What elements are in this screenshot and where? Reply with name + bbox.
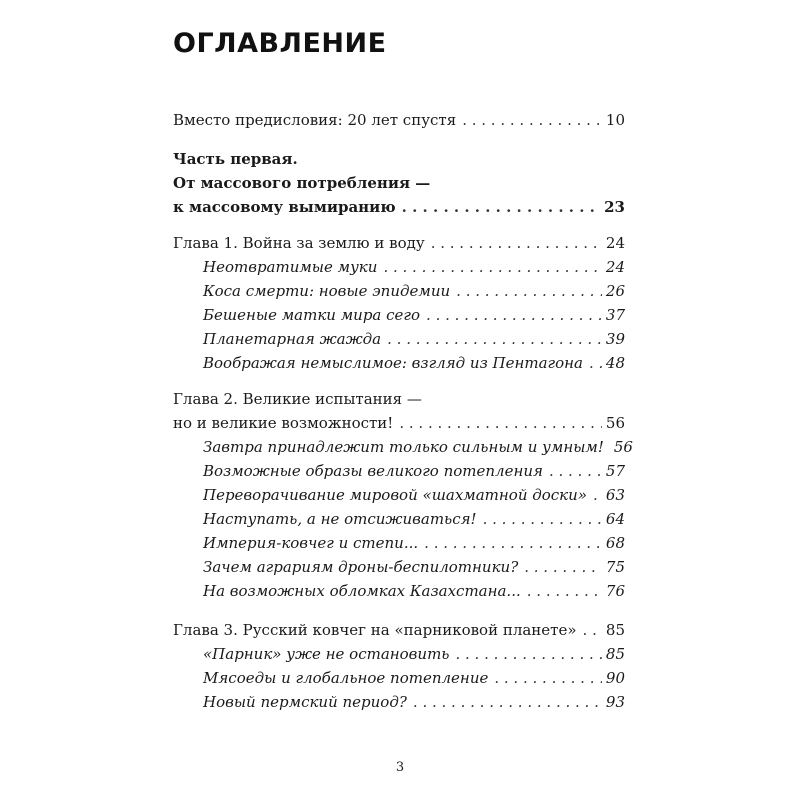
leader-dots [399,413,602,433]
chapter-title-line: Глава 2. Великие испытания — [173,390,422,408]
toc-entry-chapter-3[interactable] [173,620,625,640]
toc-page-number: 24 [605,258,625,276]
toc-entry-title: Воображая немыслимое: взгляд из Пентагона [203,354,583,372]
toc-subentry[interactable] [203,353,625,373]
toc-subentry[interactable] [203,329,625,349]
toc-page-number: 24 [605,234,625,252]
toc-entry-title: Империя-ковчег и степи... [203,534,419,552]
leader-dots [549,461,602,481]
toc-subentry[interactable] [203,509,625,529]
toc-page-number: 56 [605,414,625,432]
toc-page-number: 57 [605,462,625,480]
toc-entry-title: Бешеные матки мира сего [203,306,421,324]
leader-dots [593,485,602,505]
toc-entry-title: Мясоеды и глобальное потепление [203,669,489,687]
page-title: ОГЛАВЛЕНИЕ [173,28,387,59]
toc-subentry[interactable] [203,581,625,601]
toc-subentry[interactable] [203,281,625,301]
toc-page-number: 26 [605,282,625,300]
toc-page-number: 68 [605,534,625,552]
toc-page-number: 56 [613,438,633,456]
toc-entry-chapter-2[interactable] [173,413,625,433]
toc-entry-title: к массовому вымиранию [173,198,396,216]
toc-subentry[interactable] [203,437,633,457]
toc-entry-title: но и великие возможности! [173,414,394,432]
toc-entry-title: Коса смерти: новые эпидемии [203,282,451,300]
toc-entry-preface[interactable] [173,110,625,130]
toc-entry-title: «Парник» уже не остановить [203,645,450,663]
toc-page-number: 63 [605,486,625,504]
toc-entry-title: Зачем аграриям дроны-беспилотники? [203,558,519,576]
leader-dots [589,353,602,373]
toc-subentry[interactable] [203,533,625,553]
leader-dots [456,281,602,301]
leader-dots [402,197,600,217]
leader-dots [387,329,602,349]
toc-subentry[interactable] [203,461,625,481]
part-title-line: От массового потребления — [173,174,431,192]
leader-dots [583,620,602,640]
toc-page-number: 93 [605,693,625,711]
toc-entry-title: На возможных обломках Казахстана... [203,582,521,600]
toc-page-number: 90 [605,669,625,687]
leader-dots [413,692,602,712]
toc-subentry[interactable] [203,668,625,688]
toc-entry-title: Глава 1. Война за землю и воду [173,234,425,252]
leader-dots [426,305,602,325]
leader-dots [455,644,601,664]
toc-page-number: 37 [605,306,625,324]
toc-entry-title: Наступать, а не отсиживаться! [203,510,477,528]
part-title-line: Часть первая. [173,150,298,168]
toc-page-number: 75 [605,558,625,576]
leader-dots [383,257,601,277]
toc-entry-title: Завтра принадлежит только сильным и умным! [203,438,604,456]
toc-subentry[interactable] [203,305,625,325]
toc-subentry[interactable] [203,557,625,577]
toc-page-number: 23 [604,198,625,216]
toc-page-number: 85 [605,645,625,663]
toc-subentry[interactable] [203,257,625,277]
toc-entry-title: Переворачивание мировой «шахматной доски» [203,486,587,504]
leader-dots [524,557,602,577]
leader-dots [462,110,602,130]
toc-entry-title: Планетарная жажда [203,330,382,348]
toc-entry-title: Глава 3. Русский ковчег на «парниковой планете» [173,621,577,639]
toc-subentry[interactable] [203,644,625,664]
toc-page-number: 85 [605,621,625,639]
toc-entry-title: Новый пермский период? [203,693,407,711]
toc-subentry[interactable] [203,692,625,712]
toc-page-number: 64 [605,510,625,528]
toc-subentry[interactable] [203,485,625,505]
toc-page-number: 10 [605,111,625,129]
leader-dots [483,509,602,529]
leader-dots [527,581,602,601]
toc-page-number: 48 [605,354,625,372]
leader-dots [431,233,602,253]
toc-page-number: 39 [605,330,625,348]
toc-entry-chapter-1[interactable] [173,233,625,253]
toc-page-number: 76 [605,582,625,600]
toc-entry-title: Возможные образы великого потепления [203,462,543,480]
page-number: 3 [395,760,405,775]
toc-entry-title: Неотвратимые муки [203,258,378,276]
toc-entry-part1[interactable] [173,197,625,217]
leader-dots [494,668,602,688]
toc-entry-title: Вместо предисловия: 20 лет спустя [173,111,457,129]
leader-dots [424,533,602,553]
